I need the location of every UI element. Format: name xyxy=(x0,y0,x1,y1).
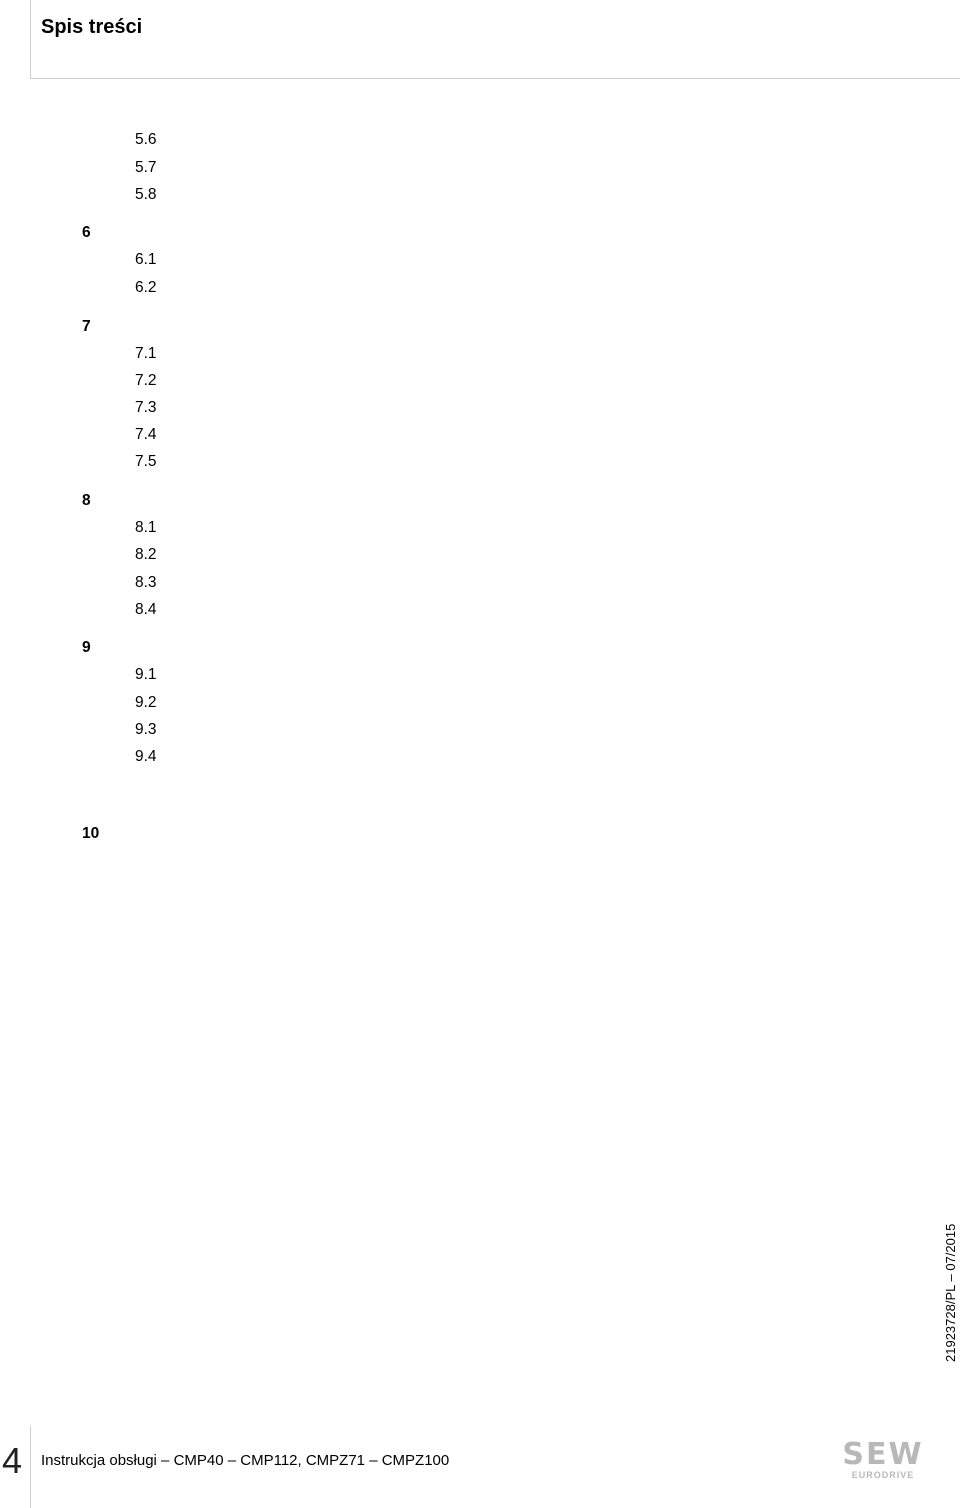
page-header xyxy=(30,0,960,79)
footer-document-title: Instrukcja obsługi – CMP40 – CMP112, CMPZ71 – CMPZ100 xyxy=(41,1452,450,1469)
toc-entry-number: 9.1 xyxy=(135,666,157,683)
toc-entry-number: 7.5 xyxy=(135,453,157,470)
toc-entry-number: 8.4 xyxy=(135,601,157,618)
toc-entry-number: 8 xyxy=(82,492,91,509)
toc-entry-number: 5.7 xyxy=(135,159,157,176)
toc-entry-number: 7.1 xyxy=(135,345,157,362)
toc-entry-number: 6.2 xyxy=(135,279,157,296)
page-number: 4 xyxy=(2,1440,23,1481)
toc-entry-number: 8.1 xyxy=(135,519,157,536)
toc-entry-number: 6 xyxy=(82,224,91,241)
toc-entry-number: 7 xyxy=(82,318,91,335)
toc-entry-number: 8.2 xyxy=(135,546,157,563)
toc-entry-number: 9 xyxy=(82,639,91,656)
toc-entry-number: 6.1 xyxy=(135,251,157,268)
toc-entry-number: 10 xyxy=(82,825,100,842)
toc-entry-number: 9.4 xyxy=(135,748,157,765)
toc-entry-number: 8.3 xyxy=(135,574,157,591)
toc-entry-number: 9.3 xyxy=(135,721,157,738)
toc-entry-number: 7.4 xyxy=(135,426,157,443)
sew-eurodrive-logo xyxy=(842,1437,924,1480)
page-title: Spis treści xyxy=(41,16,143,38)
toc-entry-number: 9.2 xyxy=(135,694,157,711)
toc-entry-number: 5.6 xyxy=(135,131,157,148)
toc-entry-number: 7.2 xyxy=(135,372,157,389)
toc-entry-number: 7.3 xyxy=(135,399,157,416)
document-code: 21923728/PL – 07/2015 xyxy=(943,1223,958,1362)
footer-divider xyxy=(30,1426,31,1508)
toc-entry-number: 5.8 xyxy=(135,186,157,203)
logo-sub-text: EURODRIVE xyxy=(851,1470,915,1480)
logo-main-text: SEW xyxy=(842,1437,924,1472)
